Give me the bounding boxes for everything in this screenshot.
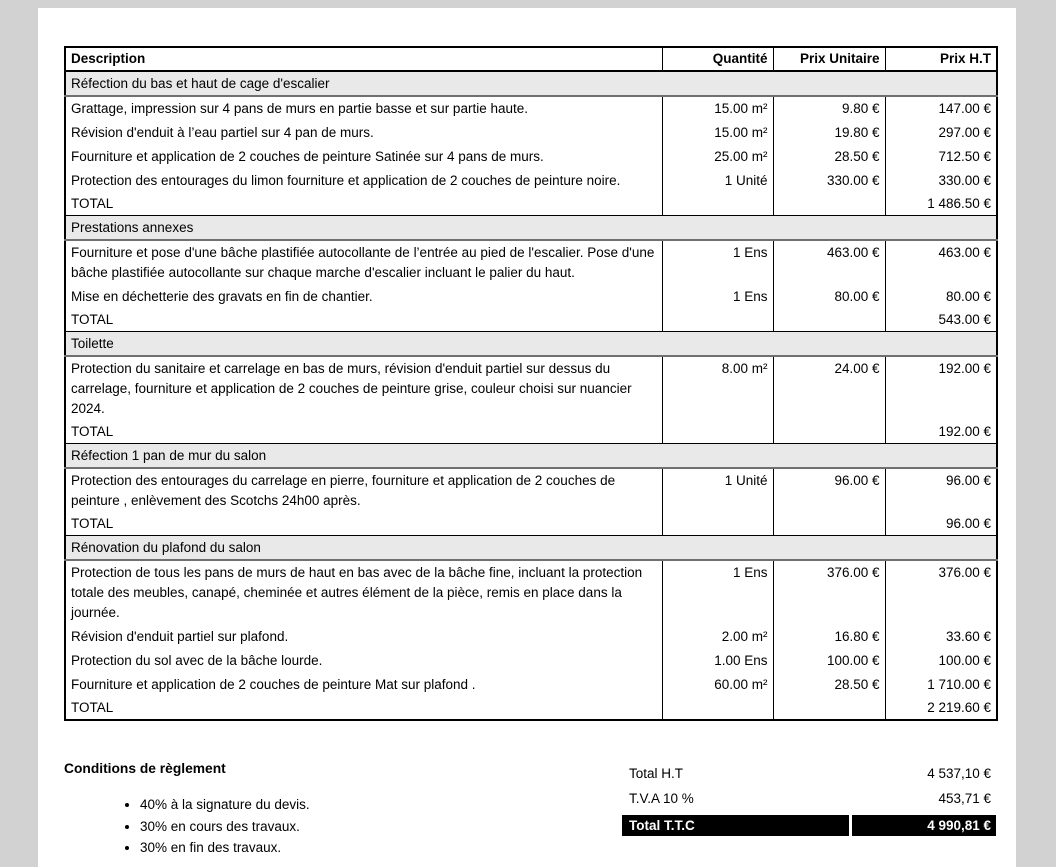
summary-total-row <box>622 761 996 786</box>
section-total-row <box>65 421 997 444</box>
header-total: Prix H.T <box>885 47 997 71</box>
section-total-row <box>65 309 997 332</box>
section-total-value: 543.00 € <box>885 309 997 332</box>
item-total: 297.00 € <box>885 121 997 145</box>
item-description: Protection des entourages du limon fourniture et application de 2 couches de peinture noire. <box>71 173 621 188</box>
item-total: 712.50 € <box>885 145 997 169</box>
item-row <box>65 649 997 673</box>
section-header-row <box>65 216 997 241</box>
item-quantity: 2.00 m² <box>662 625 773 649</box>
section-title: Réfection du bas et haut de cage d'escalier <box>65 71 997 96</box>
item-description: Protection des entourages du carrelage en pierre, fourniture et application de 2 couches de peinture , enlèvement des Scotchs 24h00 après. <box>71 473 616 508</box>
totals-block <box>622 761 996 836</box>
item-row <box>65 121 997 145</box>
item-row <box>65 240 997 285</box>
item-unit-price: 24.00 € <box>773 356 885 421</box>
item-description: Protection de tous les pans de murs de haut en bas avec de la bâche fine, incluant la protection totale des meubles, canapé, cheminée et autres élément de la pièce, remis en place dans la journée. <box>71 565 643 620</box>
item-description: Révision d'enduit à l’eau partiel sur 4 pan de murs. <box>71 125 374 140</box>
item-quantity: 60.00 m² <box>662 673 773 697</box>
item-quantity: 15.00 m² <box>662 121 773 145</box>
item-quantity: 1.00 Ens <box>662 649 773 673</box>
item-quantity: 1 Ens <box>662 285 773 309</box>
item-description: Grattage, impression sur 4 pans de murs en partie basse et sur partie haute. <box>71 101 528 116</box>
condition-item: • 30% en cours des travaux. <box>140 816 310 838</box>
item-total: 330.00 € <box>885 169 997 193</box>
section-total-value: 96.00 € <box>885 513 997 536</box>
item-total: 100.00 € <box>885 649 997 673</box>
section-total-row <box>65 193 997 216</box>
empty-cell <box>662 697 773 720</box>
item-row <box>65 169 997 193</box>
header-unit-price: Prix Unitaire <box>773 47 885 71</box>
item-unit-price: 19.80 € <box>773 121 885 145</box>
section-total-row <box>65 697 997 720</box>
item-quantity: 1 Unité <box>662 468 773 513</box>
item-total: 33.60 € <box>885 625 997 649</box>
section-total-label: TOTAL <box>71 312 114 327</box>
item-total: 192.00 € <box>885 356 997 421</box>
quote-table <box>64 46 998 721</box>
empty-cell <box>662 193 773 216</box>
item-unit-price: 96.00 € <box>773 468 885 513</box>
grand-total-label: Total T.T.C <box>622 815 849 836</box>
section-total-label: TOTAL <box>71 424 114 439</box>
item-total: 80.00 € <box>885 285 997 309</box>
item-row <box>65 560 997 625</box>
item-total: 1 710.00 € <box>885 673 997 697</box>
summary-total-value: 453,71 € <box>938 791 991 806</box>
section-total-value: 192.00 € <box>885 421 997 444</box>
quote-table-body <box>65 71 997 720</box>
section-title: Prestations annexes <box>65 216 997 241</box>
item-unit-price: 100.00 € <box>773 649 885 673</box>
item-total: 147.00 € <box>885 96 997 121</box>
item-description: Fourniture et application de 2 couches de peinture Mat sur plafond . <box>71 677 476 692</box>
empty-cell <box>662 309 773 332</box>
section-total-value: 2 219.60 € <box>885 697 997 720</box>
empty-cell <box>662 421 773 444</box>
item-unit-price: 28.50 € <box>773 673 885 697</box>
grand-total-value: 4 990,81 € <box>852 815 996 836</box>
section-total-label: TOTAL <box>71 196 114 211</box>
grand-total-row <box>622 815 996 836</box>
item-quantity: 15.00 m² <box>662 96 773 121</box>
empty-cell <box>773 309 885 332</box>
section-title: Réfection 1 pan de mur du salon <box>65 444 997 469</box>
item-unit-price: 463.00 € <box>773 240 885 285</box>
empty-cell <box>662 513 773 536</box>
item-row <box>65 356 997 421</box>
item-description: Fourniture et application de 2 couches de peinture Satinée sur 4 pans de murs. <box>71 149 544 164</box>
quote-table-header <box>65 47 997 71</box>
section-header-row <box>65 444 997 469</box>
section-header-row <box>65 536 997 561</box>
item-unit-price: 376.00 € <box>773 560 885 625</box>
conditions-list <box>125 794 310 859</box>
item-unit-price: 330.00 € <box>773 169 885 193</box>
item-row <box>65 468 997 513</box>
item-unit-price: 9.80 € <box>773 96 885 121</box>
section-total-row <box>65 513 997 536</box>
item-row <box>65 625 997 649</box>
item-quantity: 1 Ens <box>662 560 773 625</box>
item-quantity: 8.00 m² <box>662 356 773 421</box>
item-row <box>65 145 997 169</box>
item-total: 463.00 € <box>885 240 997 285</box>
empty-cell <box>773 513 885 536</box>
item-quantity: 1 Ens <box>662 240 773 285</box>
summary-total-label: Total H.T <box>629 766 684 781</box>
item-description: Protection du sol avec de la bâche lourde. <box>71 653 323 668</box>
summary-total-row <box>622 786 996 811</box>
item-total: 96.00 € <box>885 468 997 513</box>
empty-cell <box>773 193 885 216</box>
item-description: Mise en déchetterie des gravats en fin de chantier. <box>71 289 373 304</box>
section-header-row <box>65 332 997 357</box>
item-description: Fourniture et pose d'une bâche plastifiée autocollante de l’entrée au pied de l'escalier. Pose d'une bâche plastifiée autocollante sur chaque marche d'escalier incluant le palier du haut. <box>71 245 655 280</box>
item-unit-price: 80.00 € <box>773 285 885 309</box>
item-row <box>65 673 997 697</box>
section-total-label: TOTAL <box>71 516 114 531</box>
item-description: Révision d'enduit partiel sur plafond. <box>71 629 289 644</box>
section-title: Toilette <box>65 332 997 357</box>
summary-total-value: 4 537,10 € <box>927 766 991 781</box>
header-row <box>65 47 997 71</box>
item-unit-price: 28.50 € <box>773 145 885 169</box>
item-quantity: 1 Unité <box>662 169 773 193</box>
summary-total-label: T.V.A 10 % <box>629 791 694 806</box>
section-total-label: TOTAL <box>71 700 114 715</box>
header-quantity: Quantité <box>662 47 773 71</box>
empty-cell <box>773 421 885 444</box>
item-row <box>65 285 997 309</box>
item-total: 376.00 € <box>885 560 997 625</box>
item-quantity: 25.00 m² <box>662 145 773 169</box>
section-total-value: 1 486.50 € <box>885 193 997 216</box>
item-unit-price: 16.80 € <box>773 625 885 649</box>
conditions-title: Conditions de règlement <box>64 761 226 776</box>
section-title: Rénovation du plafond du salon <box>65 536 997 561</box>
item-description: Protection du sanitaire et carrelage en bas de murs, révision d'enduit partiel sur dessus du carrelage, fourniture et application de 2 couches de peinture grise, couleur choisi sur nuancier 2024. <box>71 361 632 416</box>
header-description: Description <box>65 47 662 71</box>
document-page <box>38 8 1016 867</box>
condition-item: • 30% en fin des travaux. <box>140 837 310 859</box>
item-row <box>65 96 997 121</box>
section-header-row <box>65 71 997 96</box>
condition-item: • 40% à la signature du devis. <box>140 794 310 816</box>
empty-cell <box>773 697 885 720</box>
